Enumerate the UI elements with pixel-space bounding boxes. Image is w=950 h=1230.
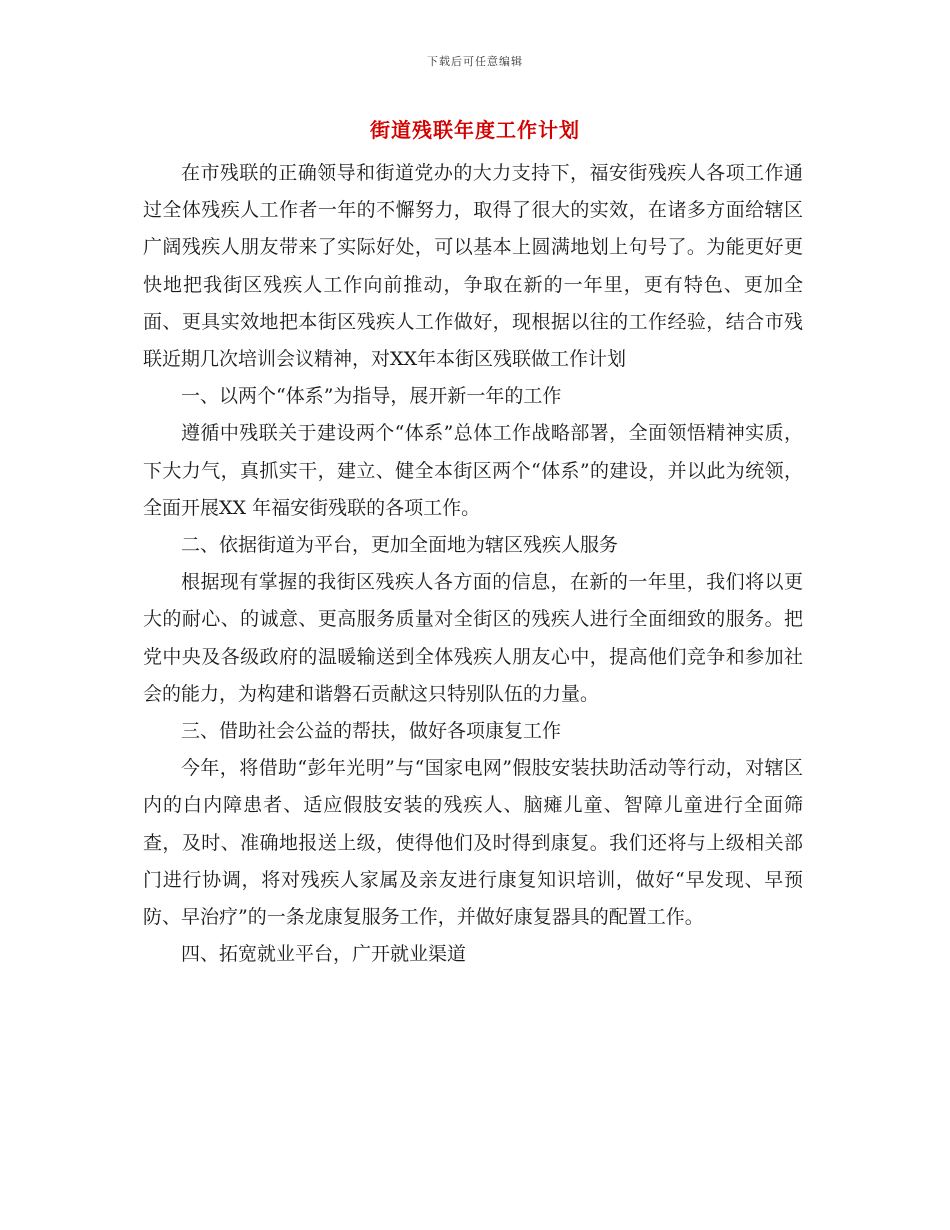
intro-paragraph: 在市残联的正确领导和街道党办的大力支持下，福安街残疾人各项工作通过全体残疾人工作者一年的不懈努力，取得了很大的实效，在诸多方面给辖区广阔残疾人朋友带来了实际好处，可以基本上圆满地划上句号了。为能更好更快地把我街区残疾人工作向前推动，争取在新的一年里，更有特色、更加全面、更具实效地把本街区残疾人工作做好，现根据以往的工作经验，结合市残联近期几次培训会议精神，对XX年本街区残联做工作计划	[143, 162, 803, 371]
document-title: 街道残联年度工作计划	[370, 118, 580, 142]
section-heading-1: 一、以两个“体系”为指导，展开新一年的工作	[181, 385, 562, 408]
section-paragraph-1: 遵循中残联关于建设两个“体系”总体工作战略部署，全面领悟精神实质，下大力气，真抓实干，建立、健全本街区两个“体系”的建设，并以此为统领，全面开展XX 年福安街残联的各项工作。	[143, 422, 803, 519]
section-heading-3: 三、借助社会公益的帮扶，做好各项康复工作	[181, 720, 562, 743]
section-heading-4: 四、拓宽就业平台，广开就业渠道	[181, 943, 467, 966]
document-body	[143, 155, 803, 973]
header-note: 下载后可任意编辑	[427, 55, 523, 68]
section-heading-2: 二、依据街道为平台，更加全面地为辖区残疾人服务	[181, 534, 619, 557]
section-paragraph-3: 今年，将借助“彭年光明”与“国家电网”假肢安装扶助活动等行动，对辖区内的白内障患者、适应假肢安装的残疾人、脑瘫儿童、智障儿童进行全面筛查，及时、准确地报送上级，使得他们及时得到康复。我们还将与上级相关部门进行协调，将对残疾人家属及亲友进行康复知识培训，做好“早发现、早预防、早治疗”的一条龙康复服务工作，并做好康复器具的配置工作。	[143, 757, 803, 929]
section-paragraph-2: 根据现有掌握的我街区残疾人各方面的信息，在新的一年里，我们将以更大的耐心、的诚意、更高服务质量对全街区的残疾人进行全面细致的服务。把党中央及各级政府的温暖输送到全体残疾人朋友心中，提高他们竞争和参加社会的能力，为构建和谐磐石贡献这只特别队伍的力量。	[143, 571, 803, 705]
